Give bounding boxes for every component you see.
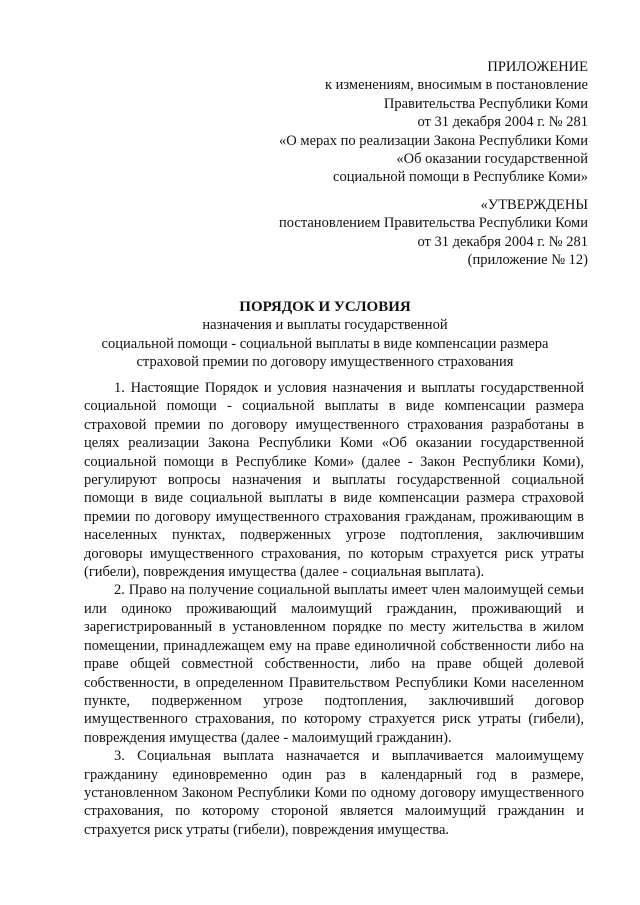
appendix-line: к изменениям, вносимым в постановление (324, 77, 588, 94)
paragraph-1: 1. Настоящие Порядок и условия назначения и выплаты государственной социальной помощи - социальной выплаты в виде компенсации размера страховой премии по договору имущественного страхования разработаны в целях реализации Закона Республики Коми «Об оказании государственной социальной помощи в Республике Коми» (далее - Закон Республики Коми), регулируют вопросы назначения и выплаты государственной социальной помощи в виде социальной выплаты в виде компенсации размера страховой премии по договору имущественного страхования гражданам, проживающим в населенных пунктах, подверженных угрозе подтопления, заключившим договоры имущественного страхования, по которым страхуется риск утраты (гибели), повреждения имущества (далее - социальная выплата). (84, 380, 584, 581)
document-subtitle-line: страховой премии по договору имущественного страхования (136, 354, 514, 371)
document-body (84, 379, 584, 839)
appendix-line: ПРИЛОЖЕНИЕ (487, 59, 588, 75)
approved-line: (приложение № 12) (467, 252, 588, 269)
appendix-header (279, 58, 588, 187)
appendix-line: от 31 декабря 2004 г. № 281 (417, 114, 588, 131)
approved-line: «УТВЕРЖДЕНЫ (480, 197, 588, 213)
paragraph-2: 2. Право на получение социальной выплаты имеет член малоимущей семьи или одиноко проживающий малоимущий гражданин, проживающий и зарегистрированный в установленном порядке по месту жительства в жилом помещении, принадлежащем ему на праве единоличной собственности либо на праве общей совместной собственности, либо на праве общей долевой собственности, в определенном Правительством Республики Коми населенном пункте, подверженном угрозе подтопления, заключивший договор имущественного страхования, по которому страхуется риск утраты (гибели), повреждения имущества (далее - малоимущий гражданин). (84, 582, 584, 746)
document-title: ПОРЯДОК И УСЛОВИЯ (239, 299, 411, 315)
document-subtitle-line: назначения и выплаты государственной (202, 317, 448, 334)
appendix-line: «Об оказании государственной (396, 151, 588, 168)
appendix-line: социальной помощи в Республике Коми» (333, 169, 588, 186)
approved-line: постановлением Правительства Республики Коми (279, 215, 588, 232)
appendix-line: «О мерах по реализации Закона Республики Коми (279, 132, 588, 149)
approved-block (279, 196, 588, 270)
paragraph-3: 3. Социальная выплата назначается и выплачивается малоимущему гражданину единовременно один раз в календарный год в размере, установленном Законом Республики Коми по одному договору имущественного страхования, по которому стороной является малоимущий гражданин и страхуется риск утраты (гибели), повреждения имущества. (84, 748, 584, 838)
document-subtitle-line: социальной помощи - социальной выплаты в виде компенсации размера (101, 335, 549, 352)
document-heading (60, 298, 590, 372)
appendix-line: Правительства Республики Коми (383, 95, 588, 112)
approved-line: от 31 декабря 2004 г. № 281 (417, 233, 588, 250)
